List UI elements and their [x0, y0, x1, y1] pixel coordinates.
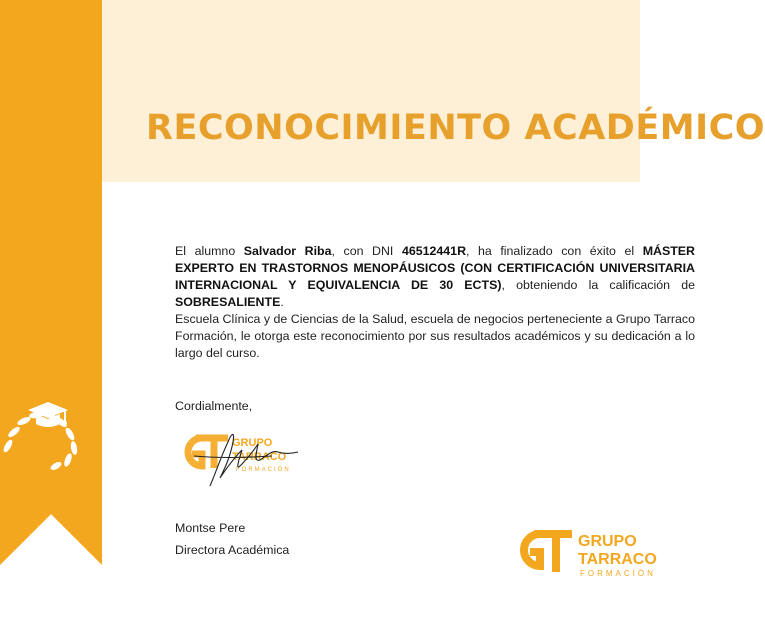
brand-logo [510, 518, 657, 582]
certificate-body [175, 243, 695, 362]
logo-line1: GRUPO [578, 533, 637, 550]
award-paragraph [175, 243, 695, 311]
stamp-line3: FORMACIÓN [236, 467, 291, 473]
certificate-title: RECONOCIMIENTO ACADÉMICO [146, 108, 765, 148]
student-name: Salvador Riba [243, 244, 332, 258]
school-paragraph: Escuela Clínica y de Ciencias de la Salud, escuela de negocios perteneciente a Grupo Tarraco Formación, le otorga este reconocimiento por sus resultados académicos y su dedicación a lo largo del curso. [175, 312, 695, 360]
intro-text: El alumno [175, 244, 244, 258]
grade-label: , obteniendo la calificación de [501, 278, 695, 292]
sentence-end: . [280, 295, 284, 309]
final-grade: SOBRESALIENTE [175, 295, 281, 309]
signer-role: Directora Académica [175, 543, 290, 557]
laurel-graduation-cap-icon [0, 372, 80, 472]
brand-stamp-with-signature [172, 420, 307, 492]
course-name: MÁSTER EXPERTO EN TRASTORNOS MENOPÁUSICOS (CON CERTIFICACIÓN UNIVERSITARIA INTERNACIONAL Y EQUIVALENCIA DE 30 ECTS) [175, 244, 696, 292]
stamp-line2: TARRACO [232, 451, 287, 463]
logo-line2: TARRACO [578, 551, 657, 568]
stamp-line1: GRUPO [232, 437, 273, 449]
dni-label: , con DNI [331, 244, 402, 258]
logo-line3: FORMACIÓN [580, 569, 656, 578]
signer-name: Montse Pere [175, 521, 246, 535]
closing-text: Cordialmente, [175, 399, 253, 413]
side-ribbon [0, 0, 102, 565]
completion-text: , ha finalizado con éxito el [466, 244, 643, 258]
student-dni: 46512441R [401, 244, 467, 258]
